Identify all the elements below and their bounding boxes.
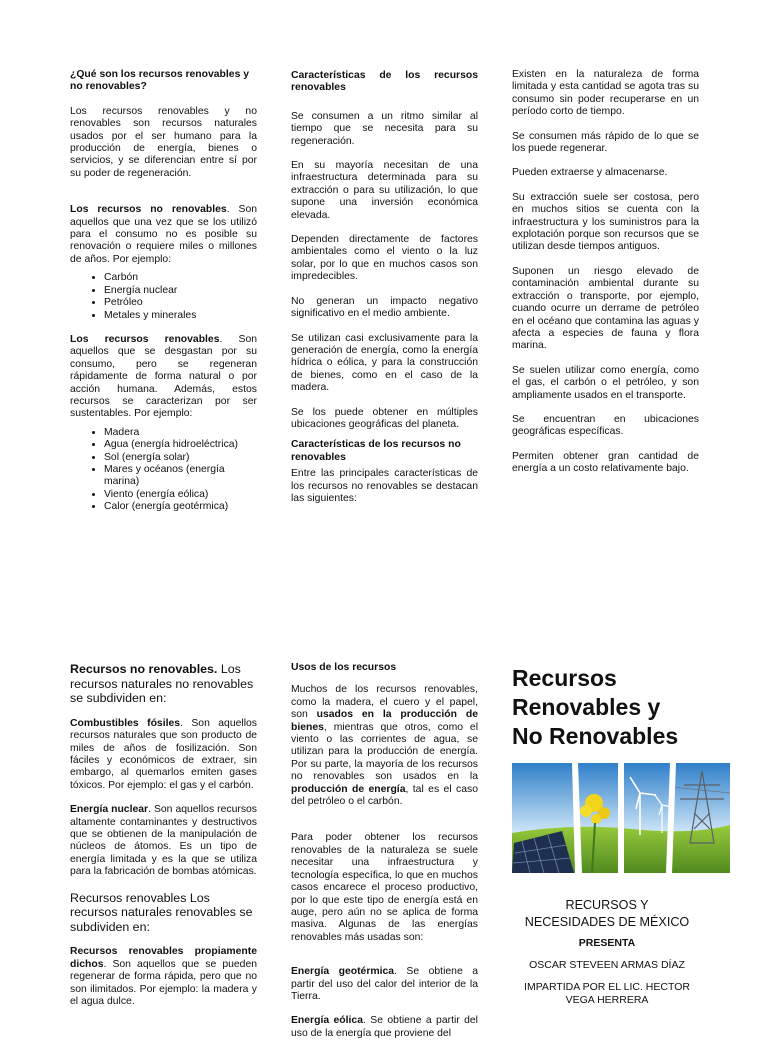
characteristic-paragraph: Se los puede obtener en múltiples ubicaciones geográficas del planeta. <box>291 406 478 430</box>
renewable-proper-paragraph: Recursos renovables propiamente dichos. Son aquellos que se pueden regenerar de forma rápida, pero que no son ilimitados. Por ejemplo: la madera y el agua dulce. <box>70 946 257 1008</box>
renewable-proper-heading: Recursos renovables propiamente dichos <box>70 946 257 970</box>
nuclear-energy-heading: Energía nuclear <box>70 804 149 816</box>
renewable-heading: Los recursos renovables <box>70 333 220 345</box>
fossil-fuels-paragraph: Combustibles fósiles. Son aquellos recursos naturales que son producto de miles de años de fosilización. Son fáciles y económicos de extraer, sin embargo, al quemarlos emiten gases tóxicos. Por ejemplo: el gas y el carbón. <box>70 717 257 791</box>
uses-heading: Usos de los recursos <box>291 662 397 673</box>
column-4 <box>70 662 257 1020</box>
non-renewable-list <box>70 272 257 322</box>
characteristic-paragraph: Se consumen a un ritmo similar al tiempo que se necesita para su regeneración. <box>291 110 478 147</box>
characteristic-paragraph: Su extracción suele ser costosa, pero en muchos sitios se cuenta con la infraestructura y los suministros para la explotación porque son recursos que se utilizan desde tiempos antiguos. <box>512 191 699 253</box>
uses-paragraph: Muchos de los recursos renovables, como la madera, el cuero y el papel, son usados en la producción de bienes, mientras que otros, como el viento o las corrientes de agua, se utilizan para la producción de energía. Por su parte, la mayoría de los recursos no renovables son usados en la producción de energía, tal es el caso del petróleo o el carbón. <box>291 684 479 808</box>
author-name: OSCAR STEVEEN ARMAS DÍAZ <box>529 959 685 971</box>
characteristic-paragraph: No generan un impacto negativo significativo en el medio ambiente. <box>291 295 478 320</box>
characteristic-paragraph: Permiten obtener gran cantidad de energía a un costo relativamente bajo. <box>512 450 699 475</box>
list-item: • Petróleo <box>104 297 257 309</box>
non-renewable-heading: Los recursos no renovables <box>70 204 227 216</box>
column-5 <box>291 662 478 1052</box>
characteristic-paragraph: Pueden extraerse y almacenarse. <box>512 167 668 179</box>
list-item: • Sol (energía solar) <box>104 452 257 464</box>
geothermal-heading: Energía geotérmica <box>291 966 395 978</box>
list-item: • Carbón <box>104 272 257 284</box>
nuclear-energy-paragraph: Energía nuclear. Son aquellos recursos altamente contaminantes y destructivos que se obtienen de la manipulación de núcleos de átomos. Es un tipo de energía limitada y es la que se utiliza para la fabricación de bombas atómicas. <box>70 804 257 878</box>
definition-paragraph: Los recursos renovables y no renovables son recursos naturales usados por el ser humano para la producción de energía, bienes o servicios, y se diferencian entre sí por su poder de regeneración. <box>70 105 257 179</box>
subject-title: RECURSOS Y NECESIDADES DE MÉXICO <box>524 898 690 929</box>
non-renewable-characteristics-heading: Características de los recursos no renovables <box>291 439 461 463</box>
non-renewable-paragraph: Los recursos no renovables. Son aquellos que una vez que se los utilizó para el consumo no es posible su renovación o requiere miles o millones de años. Por ejemplo: <box>70 204 258 265</box>
characteristic-paragraph: Existen en la naturaleza de forma limitada y esta cantidad se agota tras su consumo sin poder recuperarse en un período corto de tiempo. <box>512 69 699 118</box>
non-renewable-subheading: Recursos no renovables. <box>70 662 218 676</box>
fossil-fuels-heading: Combustibles fósiles <box>70 717 181 729</box>
list-item: • Madera <box>104 427 257 439</box>
column-2 <box>291 70 478 517</box>
characteristic-paragraph: Se encuentran en ubicaciones geográficas específicas. <box>512 413 699 438</box>
cover-column <box>512 664 702 1007</box>
column-1 <box>70 69 257 526</box>
renewable-characteristics-heading: Características de los recursos renovables <box>291 70 478 94</box>
characteristic-intro: Entre las principales características de los recursos no renovables se destacan las siguientes: <box>291 468 478 504</box>
wind-heading: Energía eólica <box>291 1015 363 1027</box>
non-renewable-subdivision: Recursos no renovables. Los recursos naturales no renovables se subdividen en: <box>70 662 254 706</box>
infrastructure-paragraph: Para poder obtener los recursos renovables de la naturaleza se suele necesitar una infraestructura y tecnología específica, lo que en muchos casos encarece el proceso productivo, por lo que este tipo de energía está en auge, pero aún no se aplica de forma masiva. Algunas de las energías renovables más usadas son: <box>291 832 478 943</box>
wind-paragraph: Energía eólica. Se obtiene a partir del uso de la energía que proviene del <box>291 1015 478 1039</box>
characteristic-paragraph: Se suelen utilizar como energía, como el gas, el carbón o el petróleo, y son ampliamente usados en el transporte. <box>512 364 699 401</box>
column-3 <box>512 69 699 488</box>
presents-label: PRESENTA <box>578 937 636 949</box>
list-item: • Energía nuclear <box>104 285 257 297</box>
renewable-paragraph: Los recursos renovables. Son aquellos que se desgastan por su consumo, pero se regeneran rápidamente de forma natural o por acción humana. Además, estos recursos se caracterizan por ser sustentables. Por ejemplo: <box>70 333 258 420</box>
cover-title: Recursos Renovables y No Renovables <box>512 665 679 749</box>
renewable-subheading: Recursos renovables <box>70 890 187 905</box>
question-heading: ¿Qué son los recursos renovables y no renovables? <box>70 69 250 93</box>
list-item: • Agua (energía hidroeléctrica) <box>104 439 257 451</box>
teacher-credit: IMPARTIDA POR EL LIC. HECTOR VEGA HERRERA <box>524 981 690 1006</box>
list-item: • Viento (energía eólica) <box>104 489 257 501</box>
characteristic-paragraph: Dependen directamente de factores ambientales como el viento o la luz solar, por lo que en muchos casos son impredecibles. <box>291 234 478 283</box>
collage-illustration <box>512 763 730 873</box>
list-item: • Calor (energía geotérmica) <box>104 501 257 513</box>
geothermal-paragraph: Energía geotérmica. Se obtiene a partir del uso del calor del interior de la Tierra. <box>291 966 478 1002</box>
characteristic-paragraph: Suponen un riesgo elevado de contaminación ambiental durante su extracción o transporte, por ejemplo, cuando ocurre un derrame de petróleo en el océano que contamina las aguas y afecta a especies de fauna y flora marina. <box>512 265 699 352</box>
list-item: • Mares y océanos (energía marina) <box>104 464 257 489</box>
renewable-list <box>70 427 257 514</box>
characteristic-paragraph: Se utilizan casi exclusivamente para la generación de energía, como la energía hídrica o eólica, y para la construcción de bienes, como en el caso de la madera. <box>291 332 478 394</box>
renewable-energy-collage-image <box>512 763 730 873</box>
characteristic-paragraph: En su mayoría necesitan de una infraestructura determinada para su extracción o para su utilización, lo que supone una inversión económica elevada. <box>291 160 478 221</box>
renewable-subdivision: Recursos renovables Los recursos naturales renovables se subdividen en: <box>70 890 253 934</box>
characteristic-paragraph: Se consumen más rápido de lo que se los puede regenerar. <box>512 130 699 155</box>
list-item: • Metales y minerales <box>104 310 257 322</box>
